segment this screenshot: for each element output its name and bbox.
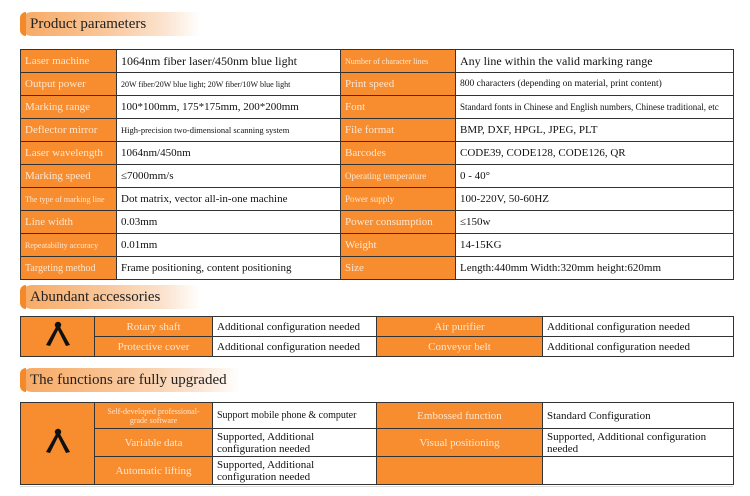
param-label: Marking speed: [21, 165, 117, 188]
accessory-label: Air purifier: [377, 317, 543, 337]
table-row: [21, 403, 734, 429]
param-value: Standard fonts in Chinese and English numbers, Chinese traditional, etc: [456, 96, 734, 119]
params-table: [20, 49, 734, 280]
param-label: File format: [341, 119, 456, 142]
param-label: Output power: [21, 73, 117, 96]
param-label: Number of character lines: [341, 50, 456, 73]
param-value: CODE39, CODE128, CODE126, QR: [456, 142, 734, 165]
param-value: 0 - 40°: [456, 165, 734, 188]
param-value: 800 characters (depending on material, print content): [456, 73, 734, 96]
function-value: Standard Configuration: [543, 403, 734, 429]
compass-a-logo-icon: [41, 426, 75, 456]
param-label: Barcodes: [341, 142, 456, 165]
function-label: Variable data: [95, 429, 213, 457]
section-header-functions: [20, 368, 240, 392]
function-value: [543, 457, 734, 485]
param-label: Power supply: [341, 188, 456, 211]
function-label: Visual positioning: [377, 429, 543, 457]
accessory-value: Additional configuration needed: [543, 317, 734, 337]
param-value: BMP, DXF, HPGL, JPEG, PLT: [456, 119, 734, 142]
table-row: [21, 429, 734, 457]
table-row: [21, 119, 734, 142]
param-value: 1064nm fiber laser/450nm blue light: [117, 50, 341, 73]
accessory-value: Additional configuration needed: [543, 337, 734, 357]
param-value: Frame positioning, content positioning: [117, 257, 341, 280]
param-label: Deflector mirror: [21, 119, 117, 142]
accessories-table: [20, 316, 734, 357]
logo-cell: [21, 403, 95, 485]
table-row: [21, 317, 734, 337]
param-label: The type of marking line: [21, 188, 117, 211]
table-row: [21, 165, 734, 188]
param-value: Any line within the valid marking range: [456, 50, 734, 73]
function-label: [377, 457, 543, 485]
section-header-accessories: [20, 285, 200, 309]
param-label: Print speed: [341, 73, 456, 96]
table-row: [21, 188, 734, 211]
param-value: 14-15KG: [456, 234, 734, 257]
section-header-product-parameters: [20, 12, 200, 36]
function-label: Automatic lifting: [95, 457, 213, 485]
param-label: Repeatability accuracy: [21, 234, 117, 257]
param-value: 0.03mm: [117, 211, 341, 234]
param-label: Operating temperature: [341, 165, 456, 188]
logo-cell: [21, 317, 95, 357]
function-value: Supported, Additional configuration needed: [213, 457, 377, 485]
section-title: Abundant accessories: [30, 289, 161, 305]
table-row: [21, 73, 734, 96]
accessory-value: Additional configuration needed: [213, 337, 377, 357]
table-row: [21, 96, 734, 119]
function-value: Supported, Additional configuration needed: [213, 429, 377, 457]
param-label: Weight: [341, 234, 456, 257]
param-value: High-precision two-dimensional scanning system: [117, 119, 341, 142]
function-label: Embossed function: [377, 403, 543, 429]
function-value: Support mobile phone & computer: [213, 403, 377, 429]
param-value: ≤150w: [456, 211, 734, 234]
table-row: [21, 234, 734, 257]
param-value: Dot matrix, vector all-in-one machine: [117, 188, 341, 211]
table-row: [21, 457, 734, 485]
table-row: [21, 142, 734, 165]
section-title: The functions are fully upgraded: [30, 372, 227, 388]
param-value: 1064nm/450nm: [117, 142, 341, 165]
param-value: 0.01mm: [117, 234, 341, 257]
accessory-label: Conveyor belt: [377, 337, 543, 357]
param-label: Laser wavelength: [21, 142, 117, 165]
param-value: 100*100mm, 175*175mm, 200*200mm: [117, 96, 341, 119]
param-label: Laser machine: [21, 50, 117, 73]
param-label: Size: [341, 257, 456, 280]
param-value: 100-220V, 50-60HZ: [456, 188, 734, 211]
section-title: Product parameters: [30, 16, 147, 32]
table-row: [21, 257, 734, 280]
accessory-label: Rotary shaft: [95, 317, 213, 337]
compass-a-logo-icon: [41, 319, 75, 349]
accessory-value: Additional configuration needed: [213, 317, 377, 337]
functions-table: [20, 402, 734, 485]
table-row: [21, 211, 734, 234]
param-label: Line width: [21, 211, 117, 234]
param-value: Length:440mm Width:320mm height:620mm: [456, 257, 734, 280]
param-value: ≤7000mm/s: [117, 165, 341, 188]
table-row: [21, 50, 734, 73]
function-label: Self-developed professional-grade software: [95, 403, 213, 429]
accessory-label: Protective cover: [95, 337, 213, 357]
param-label: Targeting method: [21, 257, 117, 280]
param-label: Marking range: [21, 96, 117, 119]
param-label: Font: [341, 96, 456, 119]
footer-divider: [20, 486, 733, 487]
function-value: Supported, Additional configuration needed: [543, 429, 734, 457]
param-label: Power consumption: [341, 211, 456, 234]
table-row: [21, 337, 734, 357]
param-value: 20W fiber/20W blue light; 20W fiber/10W blue light: [117, 73, 341, 96]
